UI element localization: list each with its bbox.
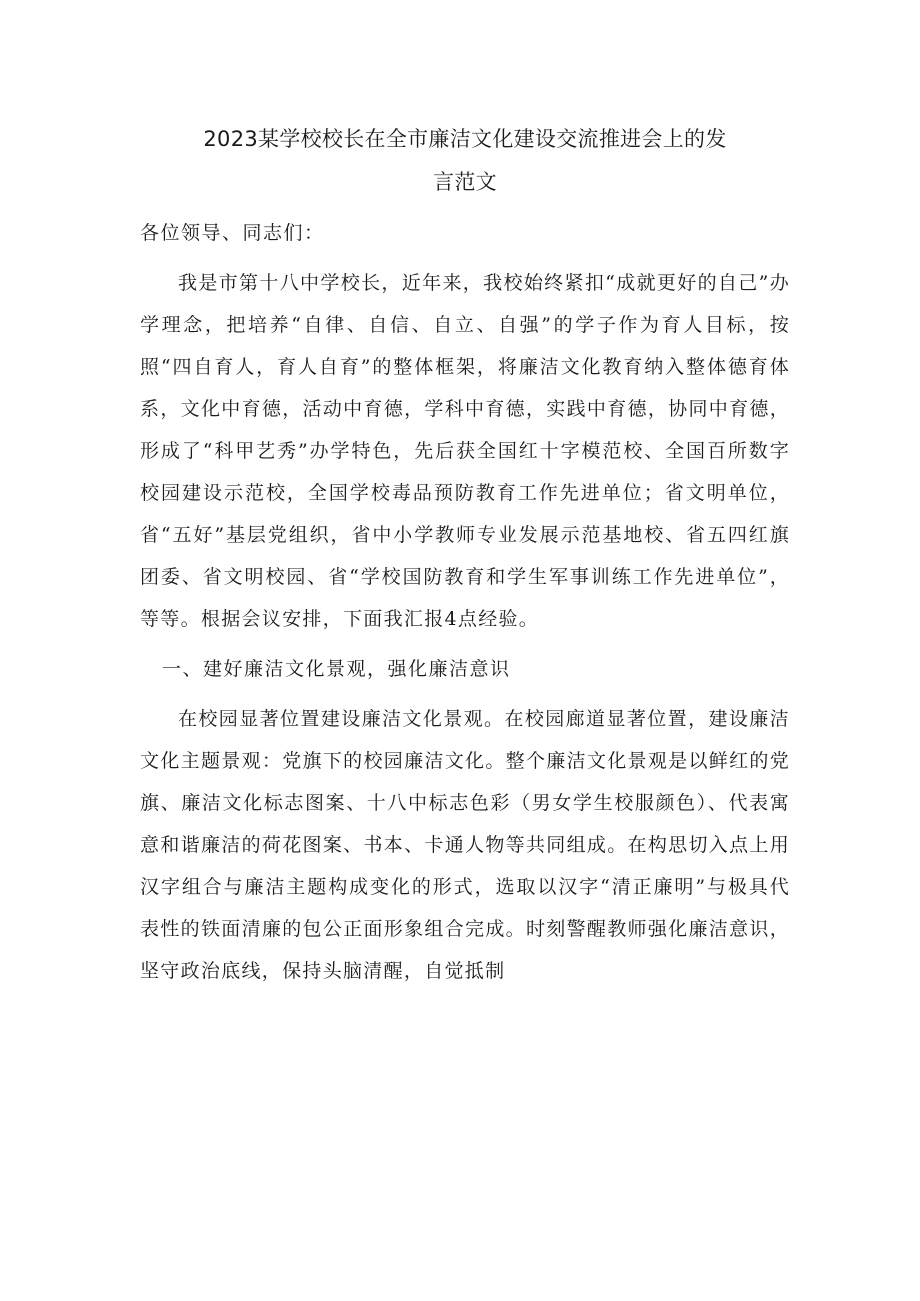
title-line-2: 言范文 xyxy=(433,170,497,194)
salutation: 各位领导、同志们： xyxy=(140,222,325,244)
title-line-1: 2023某学校校长在全市廉洁文化建设交流推进会上的发 xyxy=(203,127,727,151)
document-page xyxy=(140,118,790,992)
paragraph-intro: 我是市第十八中学校长，近年来，我校始终紧扣“成就更好的自己”办学理念，把培养“自律、自信、自立、自强”的学子作为育人目标，按照“四自育人，育人自育”的整体框架，将廉洁文化教育纳入整体德育体系，文化中育德，活动中育德，学科中育德，实践中育德，协同中育德，形成了“科甲艺秀”办学特色，先后获全国红十字模范校、全国百所数字校园建设示范校，全国学校毒品预防教育工作先进单位；省文明单位，省“五好”基层党组织，省中小学教师专业发展示范基地校、省五四红旗团委、省文明校园、省“学校国防教育和学生军事训练工作先进单位”，等等。根据会议安排，下面我汇报4点经验。 xyxy=(140,272,790,630)
document-title xyxy=(140,118,790,204)
paragraph-section-1: 在校园显著位置建设廉洁文化景观。在校园廊道显著位置，建设廉洁文化主题景观：党旗下的校园廉洁文化。整个廉洁文化景观是以鲜红的党旗、廉洁文化标志图案、十八中标志色彩（男女学生校服颜色）、代表寓意和谐廉洁的荷花图案、书本、卡通人物等共同组成。在构思切入点上用汉字组合与廉洁主题构成变化的形式，选取以汉字“清正廉明”与极具代表性的铁面清廉的包公正面形象组合完成。时刻警醒教师强化廉洁意识，坚守政治底线，保持头脑清醒，自觉抵制 xyxy=(140,708,790,982)
section-heading-1: 一、建好廉洁文化景观，强化廉洁意识 xyxy=(162,658,511,680)
